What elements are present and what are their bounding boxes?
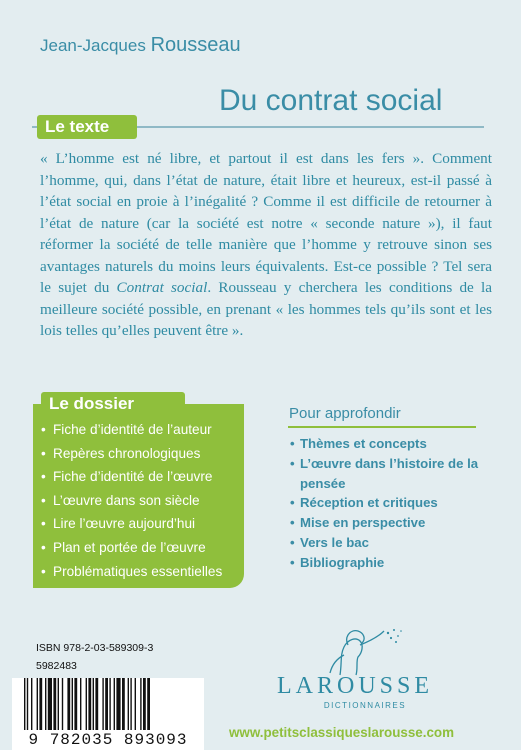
- dossier-item: • Fiche d’identité de l’auteur: [41, 418, 222, 442]
- larousse-sower-logo-icon: [270, 625, 440, 677]
- approfondir-item: • Vers le bac: [290, 533, 490, 553]
- barcode-digits: 9 782035 893093: [28, 731, 188, 749]
- bullet-icon: •: [41, 492, 46, 508]
- bullet-icon: •: [290, 436, 295, 451]
- bullet-icon: •: [290, 534, 295, 550]
- author: [40, 34, 241, 57]
- summary-italic-title: Contrat social: [116, 279, 208, 296]
- summary-paragraph: [40, 148, 492, 342]
- summary-text-end: . Rousseau y cherchera les conditions de la meilleure société possible, en prenant « les hommes tels qu’ils sont et les lois telles qu’elles peuvent être ».: [40, 279, 492, 339]
- publisher-logo-text: LAROUSSE: [276, 673, 434, 699]
- dossier-list: [41, 418, 222, 583]
- approfondir-list: [290, 434, 490, 573]
- approfondir-item: • Bibliographie: [290, 553, 490, 573]
- publisher-subtitle: DICTIONNAIRES: [323, 701, 407, 710]
- texte-tab: Le texte: [37, 115, 137, 139]
- summary-text: « L’homme est né libre, et partout il est dans les fers ». Comment l’homme, qui, dans l’état de nature, était libre et heureux, est-il passé à l’état social en proie à l’inégalité ? Comme il est difficile de retourner à l’état de nature (car la société est notre « seconde nature »), il faut réformer la société de telle manière que l’homme y retrouve sinon ses avantages naturels du moins leurs équivalents. Est-ce possible ? Tel sera le sujet du: [40, 150, 492, 296]
- approfondir-rule: [288, 426, 476, 428]
- dossier-item: • L’œuvre dans son siècle: [41, 489, 222, 513]
- bullet-icon: •: [290, 495, 295, 511]
- approfondir-item: • Mise en perspective: [290, 513, 490, 533]
- website-link[interactable]: www.petitsclassiqueslarousse.com: [229, 725, 454, 740]
- approfondir-item: • Réception et critiques: [290, 493, 490, 513]
- bullet-icon: •: [41, 563, 46, 579]
- book-title: Du contrat social: [219, 84, 443, 117]
- dossier-item: • Fiche d’identité de l’œuvre: [41, 465, 222, 489]
- barcode-bars: [24, 678, 192, 730]
- approfondir-item: • Thèmes et concepts: [290, 434, 490, 454]
- author-first-name: Jean-Jacques: [40, 36, 146, 55]
- bullet-icon: •: [41, 445, 46, 461]
- dossier-item: • Lire l’œuvre aujourd’hui: [41, 512, 222, 536]
- bullet-icon: •: [290, 554, 295, 570]
- isbn: ISBN 978-2-03-589309-3: [36, 642, 154, 654]
- product-code: 5982483: [36, 660, 77, 672]
- bullet-icon: •: [290, 515, 295, 531]
- bullet-icon: •: [41, 516, 46, 532]
- bullet-icon: •: [41, 422, 46, 437]
- bullet-icon: •: [290, 455, 295, 471]
- author-last-name: Rousseau: [150, 34, 241, 56]
- bullet-icon: •: [41, 539, 46, 555]
- dossier-tab: Le dossier: [41, 392, 185, 416]
- bullet-icon: •: [41, 469, 46, 485]
- dossier-item: • Repères chronologiques: [41, 442, 222, 466]
- approfondir-title: Pour approfondir: [289, 405, 401, 422]
- dossier-item: • Plan et portée de l’œuvre: [41, 536, 222, 560]
- dossier-item: • Problématiques essentielles: [41, 560, 222, 584]
- barcode: [12, 678, 204, 750]
- dossier-box: [33, 404, 244, 588]
- approfondir-item: • L’œuvre dans l’histoire de la pensée: [290, 455, 479, 491]
